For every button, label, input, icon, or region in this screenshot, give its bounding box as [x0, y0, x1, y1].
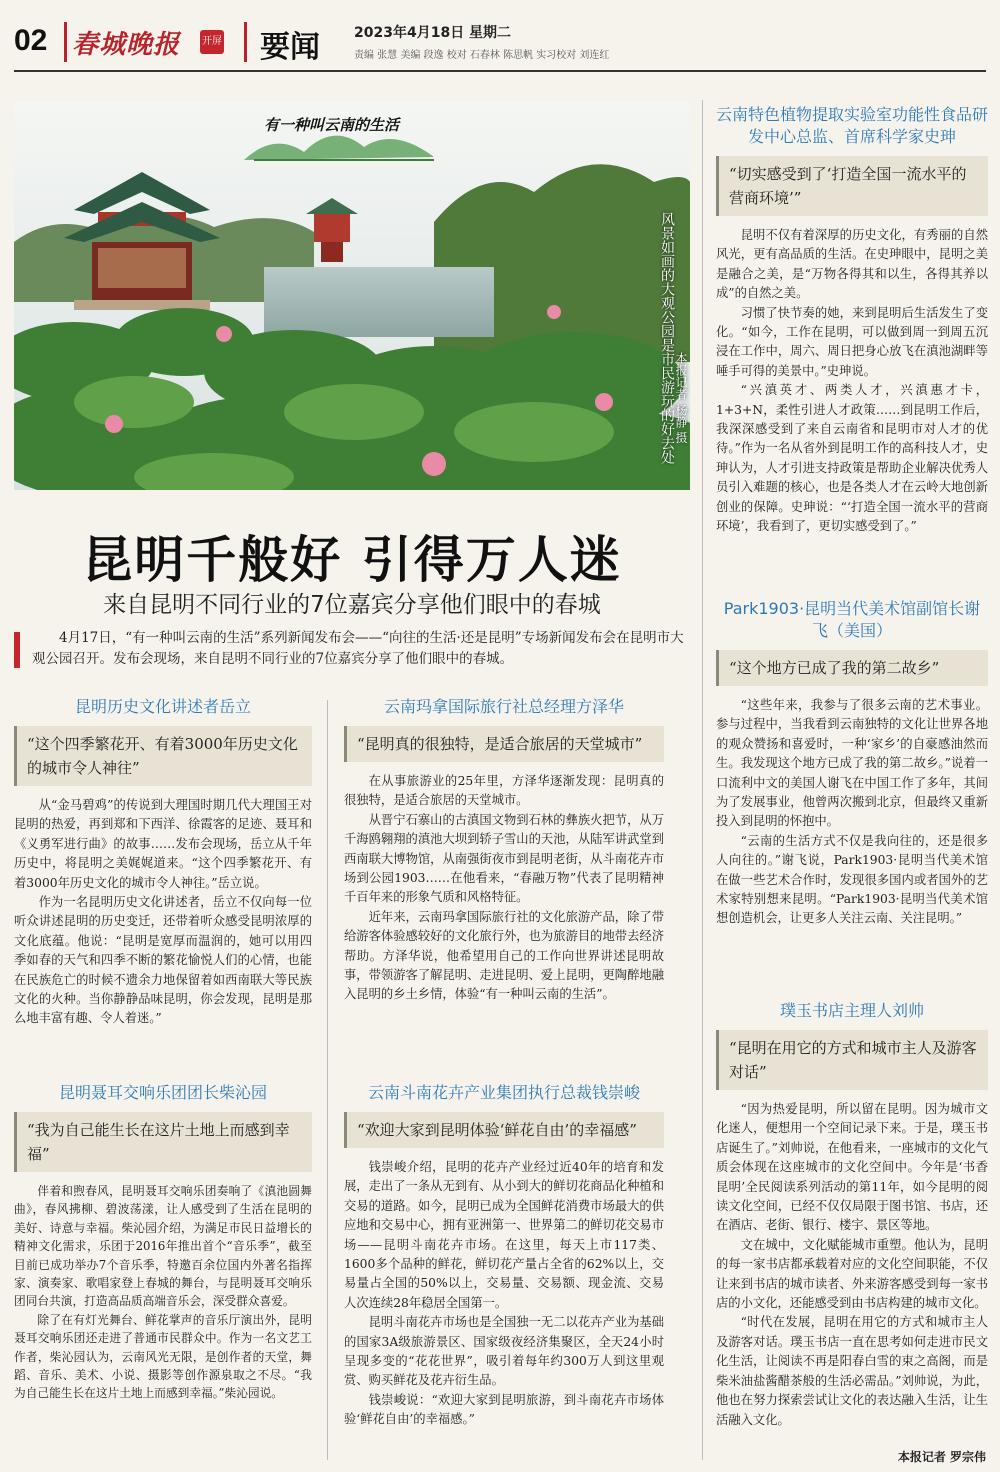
paper-logo: 春城晚报	[72, 30, 181, 60]
section-speaker: 昆明历史文化讲述者岳立	[74, 697, 251, 716]
section-speaker: Park1903·昆明当代美术馆副馆长谢飞（美国）	[723, 599, 981, 640]
reporter-byline: 本报记者 罗宗伟	[897, 1450, 986, 1464]
section-quote: “欢迎大家到昆明体验‘鲜花自由’的幸福感”	[344, 1112, 664, 1148]
section-body	[716, 696, 988, 929]
section-body	[14, 796, 312, 1029]
page-number: 02	[14, 24, 48, 57]
body-paragraph: 昆明斗南花卉市场也是全国独一无二以花卉产业为基础的国家3A级旅游景区、国家级夜经济集聚区，全天24小时呈现多变的“花花世界”，吸引着每年约300万人到这里观赏、购买鲜花及花卉衍生品。	[344, 1315, 664, 1388]
body-paragraph: “这些年来，我参与了很多云南的艺术事业。参与过程中，当我看到云南独特的文化让世界各地的观众赞扬和喜爱时，一种‘家乡’的自豪感油然而生。我发现这个地方已成了我的第二故乡。”说着一口流利中文的美国人谢飞在中国工作了多年，其间为了发展事业，他曾两次搬到北京，但最终又重新投入到昆明的怀抱中。	[716, 698, 988, 829]
park-scene-image	[14, 102, 690, 490]
section-quote: “这个地方已成了我的第二故乡”	[716, 650, 988, 686]
section-title: 要闻	[260, 30, 320, 65]
section-quote: “切实感受到了‘打造全国一流水平的营商环境’”	[716, 156, 988, 216]
section-speaker: 云南特色植物提取实验室功能性食品研发中心总监、首席科学家史珅	[716, 105, 989, 146]
article-section-chaiqinyuan	[14, 1082, 312, 1403]
body-paragraph: 钱崇峻介绍，昆明的花卉产业经过近40年的培育和发展，走出了一条从无到有、从小到大的鲜切花商品化种植和交易的道路。如今，昆明已成为全国鲜花消费市场最大的供应地和交易中心，拥有亚洲第一、世界第二的鲜切花交易市场——昆明斗南花卉市场。在这里，每天上市117类、1600多个品种的鲜花，鲜切花产量占全省的62%以上，交易量占全国的50%以上，交易量、交易额、现金流、交易人次连续28年稳居全国第一。	[344, 1160, 664, 1310]
column-rule	[702, 100, 703, 1460]
body-paragraph: 文在城中，文化赋能城市重塑。他认为，昆明的每一家书店都承载着对应的文化空间职能，不仅让来到书店的城市读者、外来游客感受到每一家书店的小文化，还能感受到由书店构建的城市文化。	[716, 1237, 988, 1311]
masthead	[14, 18, 986, 68]
intro-paragraph: 4月17日，“有一种叫云南的生活”系列新闻发布会——“向往的生活·还是昆明”专场新闻发布会在昆明市大观公园召开。发布会现场，来自昆明不同行业的7位嘉宾分享了他们眼中的春城。	[32, 630, 684, 667]
kaiping-badge: 开屏	[200, 30, 224, 54]
section-body	[716, 1100, 988, 1430]
section-quote: “昆明在用它的方式和城市主人及游客对话”	[716, 1030, 988, 1090]
article-section-xiefei	[716, 598, 988, 929]
body-paragraph: 在从事旅游业的25年里，方泽华逐渐发现：昆明真的很独特，是适合旅居的天堂城市。	[344, 774, 664, 808]
body-paragraph: 作为一名昆明历史文化讲述者，岳立不仅向每一位听众讲述昆明的历史变迁，还带着听众感受昆明浓厚的文化底蕴。他说：“昆明是宽厚而温润的，她可以用四季如春的天气和四季不断的繁花愉悦人们的心情，也能在民族危亡的时候不遗余力地保留着如西南联大等民族文化的火种。当你静静品味昆明，你会发现，昆明是那么地丰富有趣、令人着迷。”	[14, 895, 312, 1026]
intro-marker	[14, 632, 20, 668]
section-speaker: 昆明聂耳交响乐团团长柴沁园	[58, 1083, 267, 1102]
body-paragraph: “时代在发展，昆明在用它的方式和城市主人及游客对话。璞玉书店一直在思考如何走进市民文化生活，让阅读不再是阳春白雪的束之高阁，而是柴米油盐酱醋茶般的生活必需品。”刘帅说，为此，他也在努力探索尝试让文化的表达融入生活，让生活融入文化。	[716, 1315, 988, 1427]
photo-caption: 风景如画的大观公园是市民游玩的好去处	[659, 212, 675, 464]
masthead-divider	[64, 22, 67, 62]
body-paragraph: 从晋宁石寨山的古滇国文物到石林的彝族火把节，从万千海鸥翱翔的滇池大坝到轿子雪山的天池，从陆军讲武堂到西南联大博物馆，从南强街夜市到昆明老街，从斗南花卉市场到公园1903……在他看来，“春融万物”代表了昆明精神千百年来的形象气质和风格特征。	[344, 812, 664, 905]
section-speaker: 璞玉书店主理人刘帅	[779, 1001, 924, 1020]
photo-credit: 本报记者 杨静 摄	[674, 352, 688, 444]
section-body	[716, 226, 988, 537]
section-body	[344, 772, 664, 1005]
article-section-fangzehua	[344, 696, 664, 1005]
issue-date: 2023年4月18日 星期二	[354, 25, 512, 41]
body-paragraph: “因为热爱昆明，所以留在昆明。因为城市文化迷人，便想用一个空间记录下来。于是，璞玉书店诞生了。”刘帅说，在他看来，一座城市的文化气质会体现在这座城市的文化空间中。今年是‘书香昆明’全民阅读系列活动的第11年，如今昆明的阅读文化空间，已经不仅仅局限于图书馆、书店，还在酒店、老街、银行、楼宇、景区等地。	[716, 1102, 988, 1233]
body-paragraph: 从“金马碧鸡”的传说到大理国时期几代大理国王对昆明的热爱，再到郑和下西洋、徐霞客的足迹、聂耳和《义勇军进行曲》的故事……发布会现场，岳立从千年历史中，将昆明之美娓娓道来。“这个四季繁花开、有着3000年历史文化的城市令人神往。”岳立说。	[14, 798, 312, 890]
photo-banner: 有一种叫云南的生活	[264, 116, 400, 134]
article-section-yueli	[14, 696, 312, 1029]
body-paragraph: 伴着和煦春风，昆明聂耳交响乐团奏响了《滇池圆舞曲》，春风拂柳、碧波荡漾，让人感受到了生活在昆明的美好、诗意与幸福。柴沁园介绍，为满足市民日益增长的精神文化需求，乐团于2016年推出首个“音乐季”，截至目前已成功举办7个音乐季，特邀百余位国内外著名指挥家、演奏家、歌唱家登上春城的舞台，与昆明聂耳交响乐团同台共演，打造高品质高端音乐会，深受群众喜爱。	[14, 1184, 312, 1309]
body-paragraph: 除了在有灯光舞台、鲜花掌声的音乐厅演出外，昆明聂耳交响乐团还走进了普通市民群众中。作为一名文艺工作者，柴沁园认为，云南风光无限，是创作者的天堂，舞蹈、音乐、美术、小说、摄影等创作源泉取之不尽。“我为自己能生长在这片土地上而感到幸福。”柴沁园说。	[14, 1312, 312, 1401]
body-paragraph: 习惯了快节奏的她，来到昆明后生活发生了变化。“如今，工作在昆明，可以做到周一到周五沉浸在工作中，周六、周日把身心放飞在滇池湖畔等唾手可得的美景中。”史珅说。	[716, 305, 988, 378]
editor-credits: 责编 张慧 美编 段逸 校对 石春林 陈思帆 实习校对 刘连红	[354, 50, 610, 61]
lead-photo	[14, 102, 690, 490]
section-speaker: 云南斗南花卉产业集团执行总裁钱崇峻	[367, 1083, 640, 1102]
body-paragraph: “兴滇英才、两类人才，兴滇惠才卡，1+3+N，柔性引进人才政策……到昆明工作后，我深深感受到了来自云南省和昆明市对人才的优待。”作为一名从省外到昆明工作的高科技人才，史珅认为，人才引进支持政策是帮助企业解决优秀人员引入难题的核心，也是各类人才在云岭大地创新创业的保障。史珅说：“‘打造全国一流水平的营商环境’，我看到了，更切实感受到了。”	[716, 383, 988, 534]
body-paragraph: “云南的生活方式不仅是我向往的，还是很多人向往的。”谢飞说，Park1903·昆明当代美术馆在做一些艺术合作时，发现很多国内或者国外的艺术家特别想来昆明。“Park1903·昆明当代美术馆想创造机会，让更多人关注云南、关注昆明。”	[716, 833, 988, 926]
body-paragraph: 昆明不仅有着深厚的历史文化，有秀丽的自然风光，更有高品质的生活。在史珅眼中，昆明之美是融合之美，是“万物各得其和以生，各得其养以成”的自然之美。	[716, 228, 988, 301]
article-section-liushuai	[716, 1000, 988, 1430]
section-quote: “这个四季繁花开、有着3000年历史文化的城市令人神往”	[14, 726, 312, 786]
body-paragraph: 近年来，云南玛拿国际旅行社的文化旅游产品，除了带给游客体验感较好的文化旅行外，也为旅游目的地带去经济帮助。方泽华说，他希望用自己的工作向世界讲述昆明故事，带领游客了解昆明、走进昆明、爱上昆明，更陶醉地融入昆明的乡土乡情，体验“有一种叫云南的生活”。	[344, 909, 664, 1002]
column-rule	[327, 700, 328, 1460]
headline: 昆明千般好 引得万人迷	[82, 531, 622, 589]
masthead-rule	[14, 70, 986, 72]
section-quote: “我为自己能生长在这片土地上而感到幸福”	[14, 1112, 312, 1172]
article-section-shishen	[716, 104, 988, 537]
section-body	[14, 1182, 312, 1403]
article-section-qianchongjun	[344, 1082, 664, 1430]
body-paragraph: 钱崇峻说：“欢迎大家到昆明旅游，到斗南花卉市场体验‘鲜花自由’的幸福感。”	[344, 1392, 664, 1427]
subheadline: 来自昆明不同行业的7位嘉宾分享他们眼中的春城	[103, 592, 601, 618]
section-speaker: 云南玛拿国际旅行社总经理方泽华	[383, 697, 624, 716]
section-body	[344, 1158, 664, 1430]
masthead-divider	[244, 22, 247, 62]
section-quote: “昆明真的很独特，是适合旅居的天堂城市”	[344, 726, 664, 762]
